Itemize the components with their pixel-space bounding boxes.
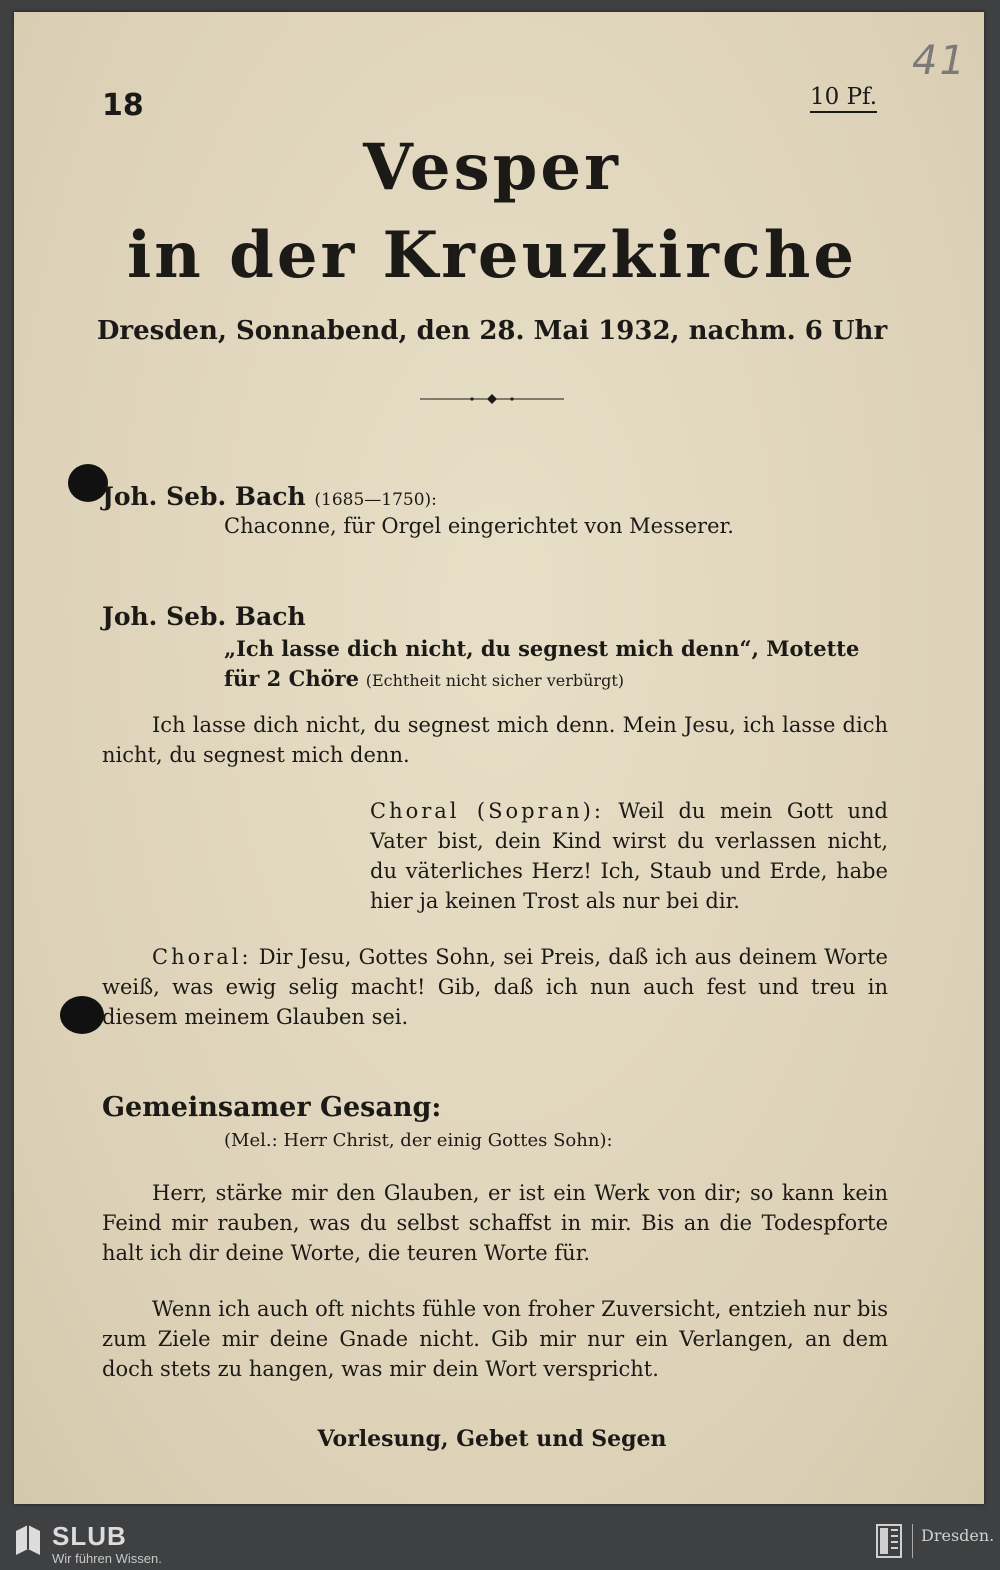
authenticity-note: (Echtheit nicht sicher verbürgt)	[365, 671, 624, 690]
closing-line: Vorlesung, Gebet und Segen	[317, 1426, 667, 1452]
hymn-verse: Wenn ich auch oft nichts fühle von froher Zuversicht, entzieh nur bis zum Ziele mir deine Gnade nicht. Gib mir nur ein Verlangen, an dem doch stets zu hangen, was mir dein Wort verspricht.	[102, 1297, 888, 1381]
choral-soprano-label: Choral (Sopran):	[370, 799, 604, 823]
work-title: Chaconne, für Orgel eingerichtet von Messerer.	[224, 514, 734, 538]
footer-bar	[0, 1518, 1000, 1570]
footer-separator	[912, 1524, 913, 1558]
event-date: Dresden, Sonnabend, den 28. Mai 1932, nachm. 6 Uhr	[96, 316, 888, 346]
melody-note: (Mel.: Herr Christ, der einig Gottes Sohn):	[224, 1130, 613, 1151]
hymn-verse: Herr, stärke mir den Glauben, er ist ein Werk von dir; so kann kein Feind mir rauben, was du selbst schaffst in mir. Bis an die Todespforte halt ich dir deine Worte, die teuren Worte für.	[102, 1181, 888, 1265]
slub-logo-icon[interactable]	[14, 1523, 42, 1559]
motet-text: Ich lasse dich nicht, du segnest mich denn. Mein Jesu, ich lasse dich nicht, du segnest mich denn.	[102, 713, 888, 767]
composer-name: Joh. Seb. Bach	[102, 602, 306, 631]
dresden-label[interactable]: Dresden.	[921, 1526, 995, 1545]
price-label: 10 Pf.	[810, 84, 877, 113]
slub-tagline: Wir führen Wissen.	[52, 1551, 162, 1566]
title-kreuzkirche: in der Kreuzkirche	[126, 218, 858, 293]
dresden-crest-icon[interactable]	[876, 1524, 902, 1558]
choral-label: Choral:	[152, 945, 252, 969]
title-vesper: Vesper	[363, 130, 621, 205]
composer-name: Joh. Seb. Bach (1685—1750):	[102, 482, 437, 511]
choral-soprano: Choral (Sopran): Weil du mein Gott und Vater bist, dein Kind wirst du verlassen nicht, du väterliches Herz! Ich, Staub und Erde, habe hier ja keinen Trost als nur bei dir.	[370, 799, 889, 913]
pencil-annotation: 41	[912, 38, 967, 84]
slub-brand[interactable]: SLUB	[52, 1521, 127, 1551]
program-number: 18	[102, 88, 144, 123]
choral: Choral: Dir Jesu, Gottes Sohn, sei Preis, daß ich aus deinem Worte weiß, was ewig selig macht! Gib, daß ich nun auch fest und treu in diesem meinem Glauben sei.	[102, 945, 888, 1029]
ornament-divider-icon	[420, 393, 564, 405]
section-heading: Gemeinsamer Gesang:	[102, 1092, 442, 1123]
program-sheet	[14, 12, 984, 1504]
punch-hole	[60, 996, 104, 1034]
work-title: „Ich lasse dich nicht, du segnest mich denn“, Motette für 2 Chöre (Echtheit nicht sicher verbürgt)	[224, 636, 860, 691]
composer-dates: (1685—1750):	[314, 490, 437, 510]
